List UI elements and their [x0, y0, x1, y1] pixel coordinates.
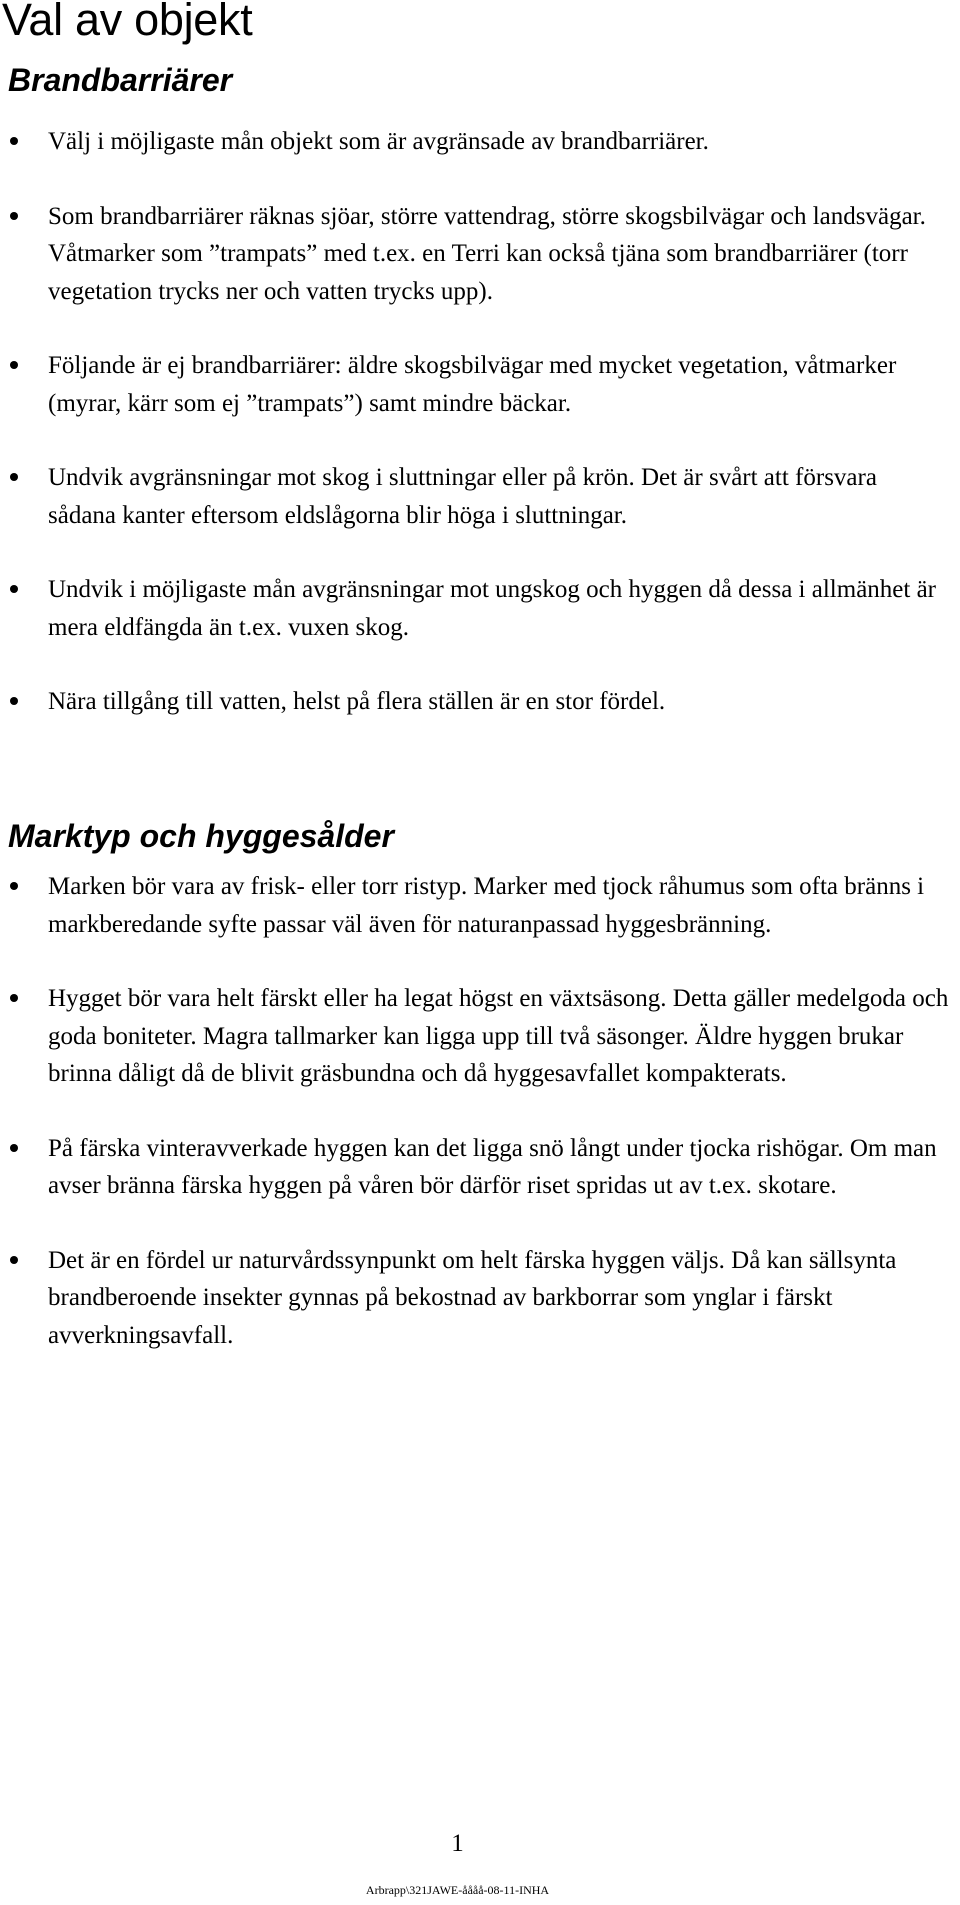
list-item-text: Undvik avgränsningar mot skog i sluttningar eller på krön. Det är svårt att försvara sådana kanter eftersom eldslågorna blir höga i sluttningar. — [48, 464, 877, 529]
bullet-icon — [10, 994, 18, 1002]
list-item-text: Undvik i möjligaste mån avgränsningar mot ungskog och hyggen då dessa i allmänhet är mera eldfängda än t.ex. vuxen skog. — [48, 576, 937, 641]
list-item-text: Som brandbarriärer räknas sjöar, större vattendrag, större skogsbilvägar och landsvägar. Våtmarker som ”trampats” med t.ex. en Terri kan också tjäna som brandbarriärer (torr vegetation trycks ner och vatten trycks upp). — [48, 202, 926, 305]
list-item — [0, 123, 950, 161]
bullet-icon — [10, 1144, 18, 1152]
bullet-icon — [10, 361, 18, 369]
list-item-text: På färska vinteravverkade hyggen kan det ligga snö långt under tjocka rishögar. Om man avser bränna färska hyggen på våren bör därför riset spridas ut av t.ex. skotare. — [48, 1134, 937, 1199]
list-item — [0, 980, 950, 1093]
list-item — [0, 868, 950, 943]
bullet-icon — [10, 473, 18, 481]
list-item — [0, 198, 950, 311]
bullet-icon — [10, 137, 18, 145]
list-item-text: Välj i möjligaste mån objekt som är avgränsade av brandbarriärer. — [48, 128, 709, 155]
list-item-text: Det är en fördel ur naturvårdssynpunkt om helt färska hyggen väljs. Då kan sällsynta brandberoende insekter gynnas på bekostnad av barkborrar som ynglar i färskt avverkningsavfall. — [48, 1246, 897, 1349]
bullet-list-brandbarriarer — [0, 123, 950, 721]
bullet-icon — [10, 882, 18, 890]
list-item — [0, 347, 950, 422]
bullet-icon — [10, 212, 18, 220]
list-item — [0, 683, 950, 721]
footer-document-code: Arbrapp\321JAWE-åååå-08-11-INHA — [365, 1883, 550, 1897]
list-item-text: Marken bör vara av frisk- eller torr ristyp. Marker med tjock råhumus som ofta bränns i markberedande syfte passar väl även för naturanpassad hyggesbränning. — [48, 873, 925, 938]
section-heading-brandbarriarer: Brandbarriärer — [8, 62, 233, 98]
bullet-list-marktyp — [0, 868, 950, 1354]
list-item-text: Hygget bör vara helt färskt eller ha legat högst en växtsäsong. Detta gäller medelgoda och goda boniteter. Magra tallmarker kan ligga upp till två säsonger. Äldre hyggen brukar brinna dåligt då de blivit gräsbundna och då hyggesavfallet kompakterats. — [48, 985, 949, 1087]
bullet-icon — [10, 585, 18, 593]
page-number: 1 — [451, 1830, 464, 1857]
list-item — [0, 459, 950, 534]
list-item-text: Följande är ej brandbarriärer: äldre skogsbilvägar med mycket vegetation, våtmarker (myrar, kärr som ej ”trampats”) samt mindre bäckar. — [48, 352, 897, 417]
list-item — [0, 1130, 950, 1205]
page-title: Val av objekt — [2, 0, 253, 45]
list-item — [0, 571, 950, 646]
bullet-icon — [10, 1256, 18, 1264]
list-item — [0, 1242, 950, 1355]
list-item-text: Nära tillgång till vatten, helst på flera ställen är en stor fördel. — [48, 688, 666, 715]
section-heading-marktyp: Marktyp och hyggesålder — [8, 818, 394, 854]
bullet-icon — [10, 697, 18, 705]
